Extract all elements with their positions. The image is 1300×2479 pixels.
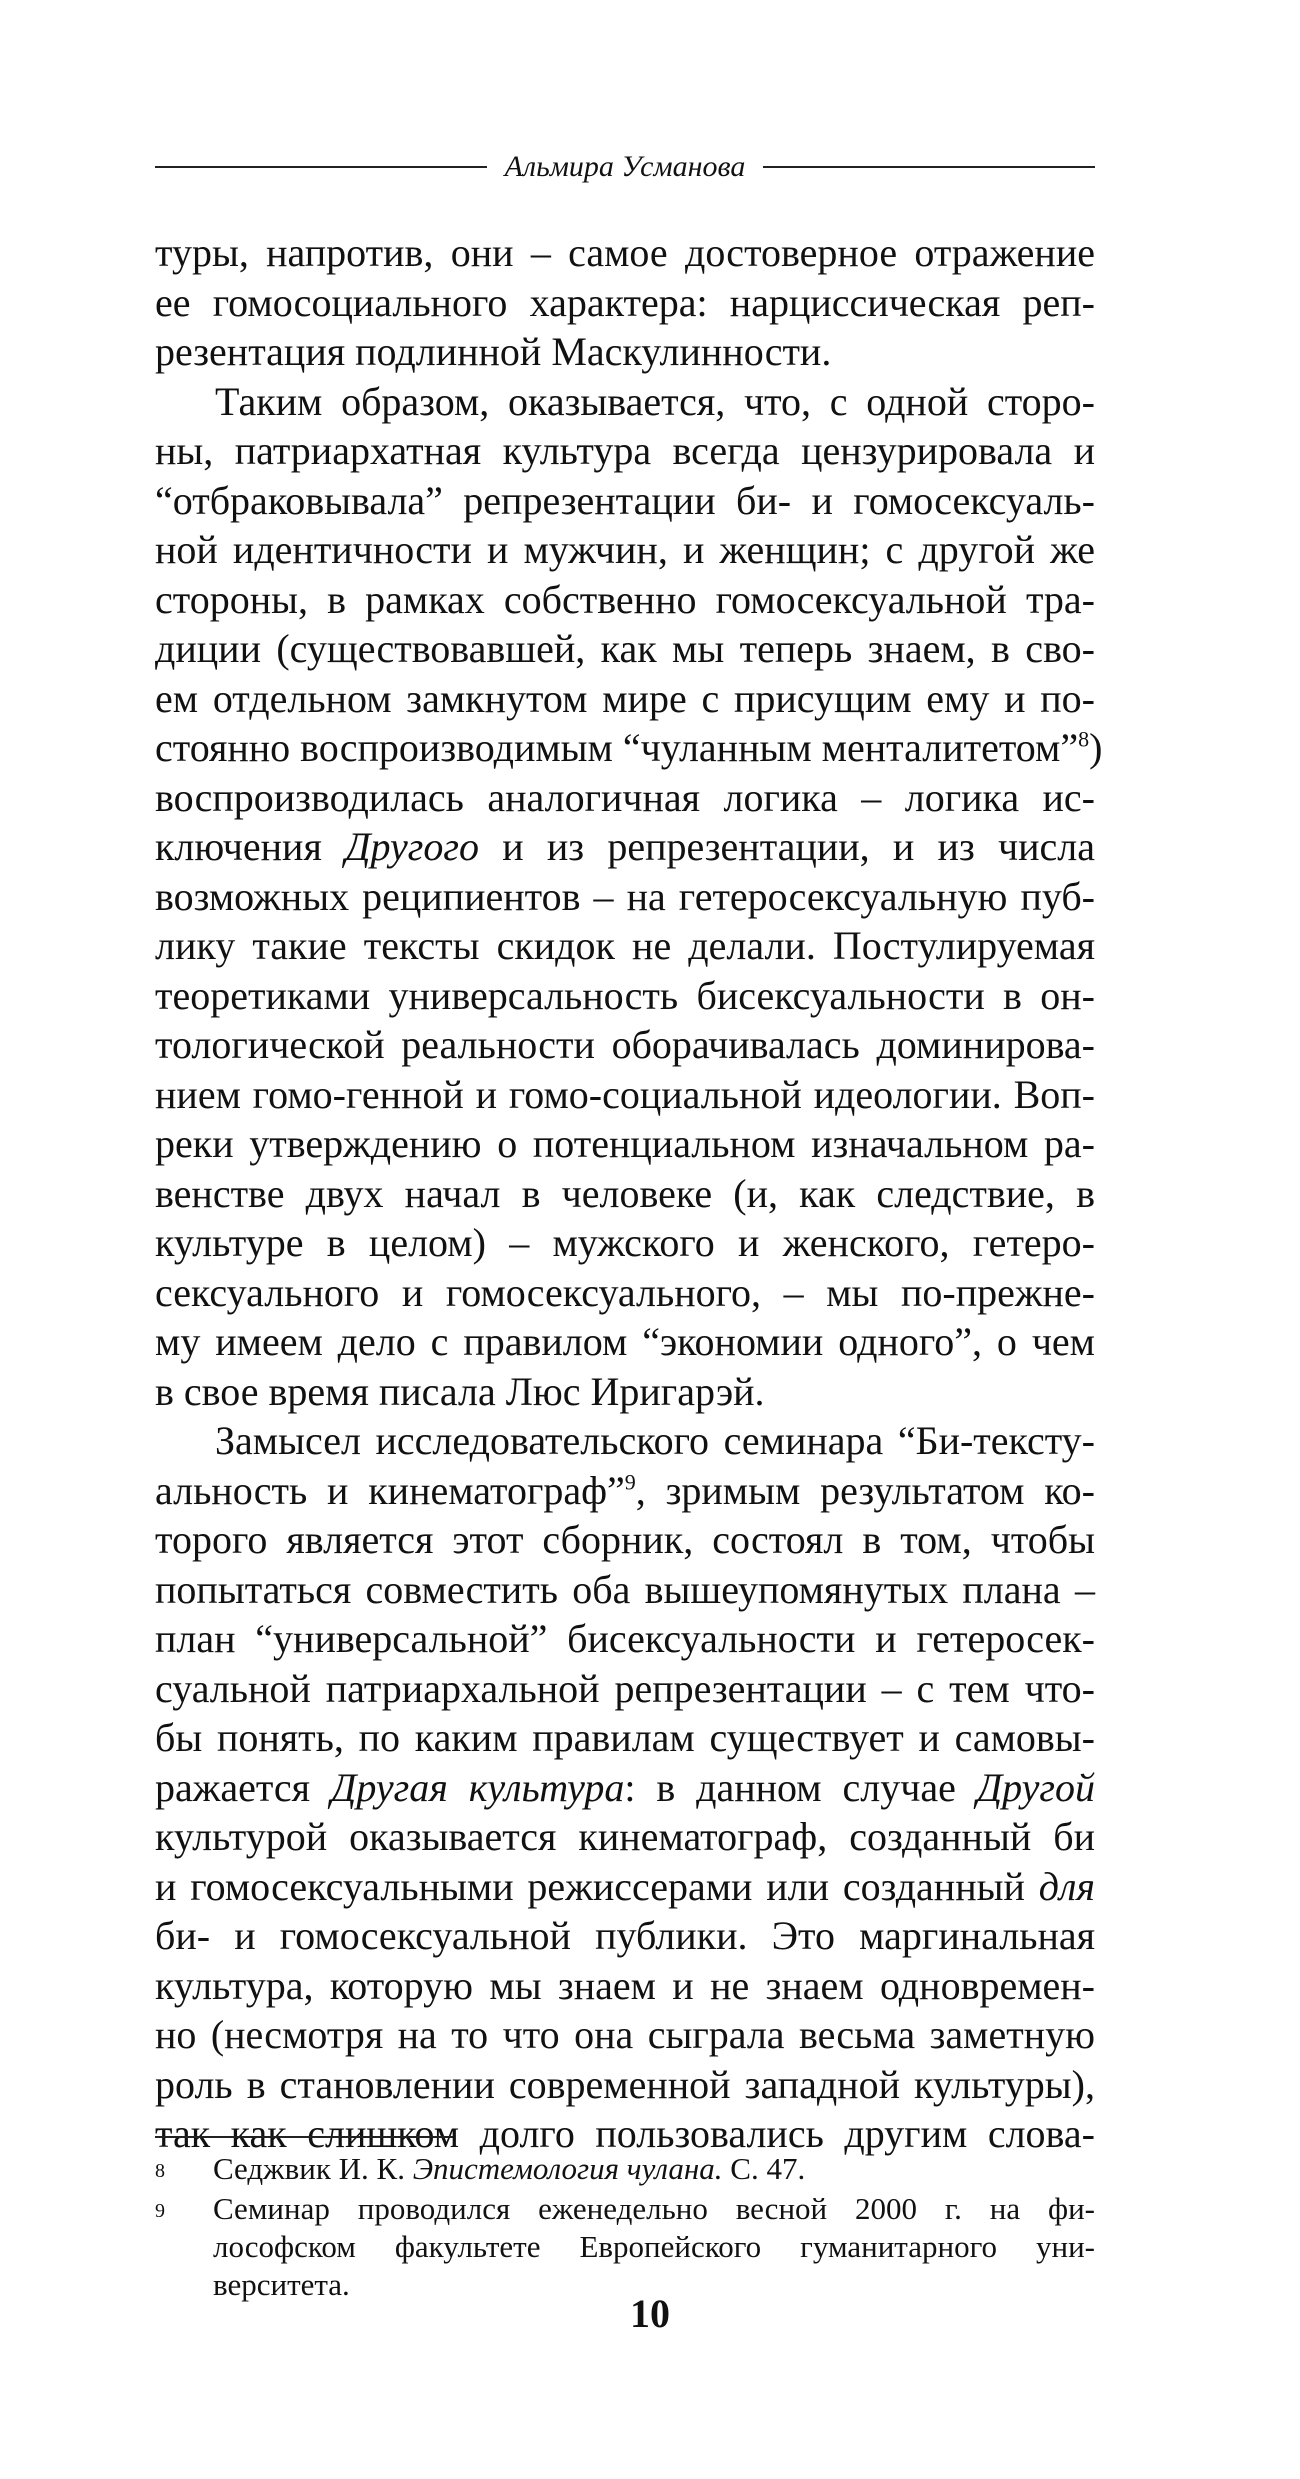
footnote-ref-8[interactable]: 8: [1078, 726, 1090, 752]
text-line: план “универсальной” бисексуальности и гетеросек-: [155, 1616, 1095, 1661]
text-line: Замысел исследовательского семинара “Би-тексту-: [215, 1418, 1095, 1463]
text-line: [155, 723, 1103, 773]
text-line: ем отдельном замкнутом мире с присущим ему и по-: [155, 675, 1095, 721]
italic-term: Другая культура: [330, 1764, 625, 1810]
text-line: так как слишком долго пользовались другим слова-: [155, 2111, 1095, 2156]
footnote-number: 9: [155, 2200, 165, 2222]
footnote-line: лософском факультете Европейского гуманитарного уни-: [213, 2229, 1095, 2264]
footnote-ref-9[interactable]: 9: [624, 1469, 636, 1495]
text-line: воспроизводилась аналогичная логика – логика ис-: [155, 774, 1095, 820]
text-line: попытаться совместить оба вышеупомянутых плана –: [155, 1566, 1095, 1612]
text-line: му имеем дело с правилом “экономии одного”, о чем: [155, 1319, 1095, 1364]
text-line: [155, 1763, 1095, 1813]
text-line: диции (существовавшей, как мы теперь знаем, в сво-: [155, 626, 1095, 671]
footnote-line: [213, 2150, 1095, 2188]
italic-term: для: [1038, 1863, 1095, 1909]
text-line: культурой оказывается кинематограф, созданный би: [155, 1814, 1095, 1859]
footnote-separator: [155, 2136, 453, 2138]
footnote-8: [155, 2150, 1095, 2190]
text-line: резентация подлинной Маскулинности.: [155, 329, 832, 374]
text-line: лику такие тексты скидок не делали. Постулируемая: [155, 923, 1095, 968]
footnote-text: [213, 2190, 1095, 2304]
text-line: ной идентичности и мужчин, и женщин; с другой же: [155, 527, 1095, 572]
text-segment: и из репрезентации, и из числа: [478, 824, 1095, 869]
text-line: тологической реальности оборачивалась доминирова-: [155, 1022, 1095, 1067]
text-segment: ключения: [155, 824, 346, 869]
text-segment: ): [1089, 725, 1103, 770]
text-line: теоретиками универсальность бисексуальности в он-: [155, 972, 1095, 1018]
text-line: би- и гомосексуальной публики. Это маргинальная: [155, 1913, 1095, 1958]
text-line: ны, патриархатная культура всегда цензурировала и: [155, 428, 1095, 473]
header-rule-left: [155, 166, 487, 168]
text-line: “отбраковывала” репрезентации би- и гомосексуаль-: [155, 477, 1095, 523]
page-number: 10: [630, 2291, 670, 2336]
text-line: реки утверждению о потенциальном изначальном ра-: [155, 1121, 1095, 1166]
footnote-9: [155, 2190, 1095, 2304]
text-line: венстве двух начал в человеке (и, как следствие, в: [155, 1170, 1095, 1216]
text-segment: : в данном случае: [624, 1764, 977, 1810]
italic-term: Другого: [345, 824, 479, 869]
text-line: [155, 1466, 1095, 1516]
italic-term: Другой: [976, 1764, 1096, 1810]
text-segment: стоянно воспроизводимым “чуланным менталитетом”: [155, 725, 1079, 770]
text-line: культура, которую мы знаем и не знаем одновремен-: [155, 1962, 1095, 2008]
text-segment: и гомосексуальными режиссерами или созданный: [155, 1863, 1039, 1909]
text-line: [155, 1862, 1095, 1912]
main-text: [155, 228, 1103, 2159]
text-line: но (несмотря на то что она сыграла весьма заметную: [155, 2012, 1095, 2057]
text-line: Таким образом, оказывается, что, с одной сторо-: [215, 378, 1095, 424]
italic-title: Эпистемология чулана.: [412, 2151, 723, 2186]
text-line: в свое время писала Люс Иригарэй.: [155, 1368, 765, 1414]
header-author: Альмира Усманова: [504, 150, 746, 183]
text-line: стороны, в рамках собственно гомосексуальной тра-: [155, 576, 1095, 622]
text-line: суальной патриархальной репрезентации – с тем что-: [155, 1665, 1095, 1711]
footnote-text: [213, 2150, 1095, 2190]
footnote-line: Семинар проводился еженедельно весной 2000 г. на фи-: [213, 2191, 1095, 2226]
text-line: [155, 822, 1095, 872]
text-line: возможных реципиентов – на гетеросексуальную пуб-: [155, 873, 1095, 919]
footnote-number: 8: [155, 2160, 165, 2182]
text-line: культуре в целом) – мужского и женского, гетеро-: [155, 1220, 1095, 1265]
header-rule-right: [763, 166, 1095, 168]
text-line: роль в становлении современной западной культуры),: [155, 2061, 1095, 2107]
text-segment: , зримым результатом ко-: [635, 1467, 1095, 1513]
text-line: ее гомосоциального характера: нарциссическая реп-: [155, 279, 1095, 325]
text-line: сексуального и гомосексуального, – мы по-прежне-: [155, 1269, 1095, 1315]
running-header: [155, 145, 1095, 189]
text-line: бы понять, по каким правилам существует и самовы-: [155, 1715, 1095, 1760]
footnote-line: верситета.: [213, 2267, 350, 2302]
text-line: торого является этот сборник, состоял в том, чтобы: [155, 1517, 1095, 1562]
text-segment: альность и кинематограф”: [155, 1467, 625, 1513]
text-segment: Седжвик И. К.: [213, 2151, 413, 2186]
text-line: нием гомо-генной и гомо-социальной идеологии. Воп-: [155, 1071, 1095, 1117]
text-segment: С. 47.: [722, 2151, 806, 2186]
text-segment: ражается: [155, 1764, 331, 1810]
footnotes: [155, 2150, 1095, 2304]
text-line: туры, напротив, они – самое достоверное отражение: [155, 230, 1095, 275]
